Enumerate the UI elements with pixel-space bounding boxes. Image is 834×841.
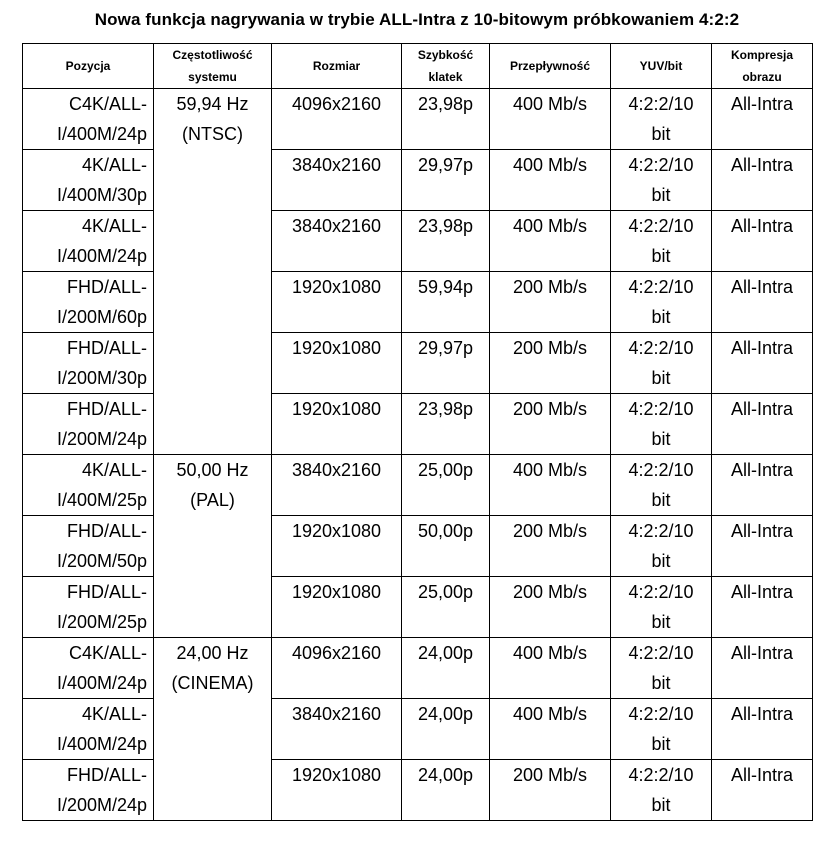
header-frequency: Częstotliwość systemu (154, 44, 272, 89)
size-cell-text: 3840x2160 (291, 460, 382, 480)
fps-cell-text: 23,98p (417, 399, 474, 419)
fps-cell-text: 29,97p (417, 155, 474, 175)
bitrate-cell-text: 400 Mb/s (512, 216, 588, 236)
position-line-1: FHD/ALL- (66, 521, 147, 541)
compression-text: All-Intra (730, 582, 793, 602)
compression-text: All-Intra (730, 521, 793, 541)
table-row (23, 455, 813, 516)
bitrate-cell-text: 400 Mb/s (512, 704, 588, 724)
yuv-line-2: bit (651, 490, 671, 510)
fps-cell (402, 89, 490, 150)
fps-cell-text: 50,00p (417, 521, 474, 541)
position-cell (23, 699, 154, 760)
table-row (23, 638, 813, 699)
header-yuv: YUV/bit (611, 44, 712, 89)
position-cell (23, 272, 154, 333)
compression-cell (712, 638, 813, 699)
fps-cell-text: 59,94p (417, 277, 474, 297)
position-line-1: FHD/ALL- (66, 399, 147, 419)
position-line-2: I/400M/24p (56, 734, 147, 754)
yuv-line-2: bit (651, 124, 671, 144)
compression-text: All-Intra (730, 643, 793, 663)
frequency-value: 59,94 Hz (176, 94, 249, 114)
size-cell-text: 4096x2160 (291, 94, 382, 114)
header-compression: Kompresja obrazu (712, 44, 813, 89)
yuv-cell (611, 333, 712, 394)
bitrate-cell (490, 455, 611, 516)
frequency-value: 24,00 Hz (176, 643, 249, 663)
compression-cell (712, 394, 813, 455)
yuv-line-2: bit (651, 734, 671, 754)
position-cell (23, 150, 154, 211)
yuv-cell (611, 89, 712, 150)
bitrate-cell-text: 400 Mb/s (512, 460, 588, 480)
fps-cell (402, 516, 490, 577)
bitrate-cell-text: 200 Mb/s (512, 277, 588, 297)
yuv-line-1: 4:2:2/10 (628, 704, 694, 724)
compression-text: All-Intra (730, 460, 793, 480)
table-row (23, 394, 813, 455)
bitrate-cell-text: 200 Mb/s (512, 521, 588, 541)
frequency-standard: (PAL) (190, 490, 235, 510)
yuv-line-2: bit (651, 368, 671, 388)
table-row (23, 333, 813, 394)
yuv-line-1: 4:2:2/10 (628, 338, 694, 358)
bitrate-cell (490, 89, 611, 150)
size-cell (272, 394, 402, 455)
yuv-line-1: 4:2:2/10 (628, 643, 694, 663)
compression-text: All-Intra (730, 155, 793, 175)
frequency-cell (154, 455, 272, 638)
compression-cell (712, 211, 813, 272)
yuv-cell (611, 699, 712, 760)
position-line-1: 4K/ALL- (81, 216, 147, 236)
yuv-line-1: 4:2:2/10 (628, 94, 694, 114)
yuv-cell (611, 394, 712, 455)
position-line-2: I/200M/50p (56, 551, 147, 571)
compression-cell (712, 455, 813, 516)
yuv-line-1: 4:2:2/10 (628, 277, 694, 297)
fps-cell (402, 699, 490, 760)
yuv-cell (611, 577, 712, 638)
position-line-2: I/200M/30p (56, 368, 147, 388)
yuv-line-2: bit (651, 307, 671, 327)
compression-text: All-Intra (730, 704, 793, 724)
position-line-2: I/200M/25p (56, 612, 147, 632)
position-line-1: C4K/ALL- (68, 643, 147, 663)
yuv-line-2: bit (651, 246, 671, 266)
position-line-2: I/200M/24p (56, 429, 147, 449)
position-cell (23, 333, 154, 394)
position-cell (23, 455, 154, 516)
bitrate-cell-text: 200 Mb/s (512, 338, 588, 358)
position-cell (23, 516, 154, 577)
size-cell (272, 272, 402, 333)
table-body (23, 89, 813, 821)
compression-text: All-Intra (730, 94, 793, 114)
table-row (23, 760, 813, 821)
yuv-line-1: 4:2:2/10 (628, 155, 694, 175)
frequency-value: 50,00 Hz (176, 460, 249, 480)
yuv-line-1: 4:2:2/10 (628, 765, 694, 785)
fps-cell-text: 24,00p (417, 704, 474, 724)
fps-cell-text: 23,98p (417, 94, 474, 114)
size-cell-text: 1920x1080 (291, 521, 382, 541)
yuv-line-2: bit (651, 612, 671, 632)
bitrate-cell (490, 272, 611, 333)
fps-cell (402, 333, 490, 394)
bitrate-cell (490, 760, 611, 821)
position-cell (23, 394, 154, 455)
position-line-2: I/400M/24p (56, 246, 147, 266)
compression-cell (712, 150, 813, 211)
size-cell (272, 455, 402, 516)
fps-cell-text: 25,00p (417, 460, 474, 480)
compression-text: All-Intra (730, 338, 793, 358)
fps-cell (402, 394, 490, 455)
frequency-standard: (NTSC) (182, 124, 243, 144)
position-cell (23, 211, 154, 272)
header-bitrate: Przepływność (490, 44, 611, 89)
bitrate-cell-text: 400 Mb/s (512, 155, 588, 175)
compression-text: All-Intra (730, 216, 793, 236)
yuv-line-1: 4:2:2/10 (628, 460, 694, 480)
yuv-cell (611, 455, 712, 516)
size-cell-text: 4096x2160 (291, 643, 382, 663)
table-row (23, 577, 813, 638)
position-line-1: FHD/ALL- (66, 338, 147, 358)
fps-cell (402, 272, 490, 333)
compression-cell (712, 760, 813, 821)
fps-cell-text: 25,00p (417, 582, 474, 602)
fps-cell-text: 24,00p (417, 643, 474, 663)
compression-cell (712, 516, 813, 577)
bitrate-cell (490, 516, 611, 577)
bitrate-cell-text: 200 Mb/s (512, 399, 588, 419)
position-line-1: FHD/ALL- (66, 277, 147, 297)
size-cell (272, 699, 402, 760)
yuv-cell (611, 638, 712, 699)
bitrate-cell-text: 400 Mb/s (512, 94, 588, 114)
fps-cell-text: 23,98p (417, 216, 474, 236)
position-line-2: I/400M/24p (56, 673, 147, 693)
position-line-1: 4K/ALL- (81, 704, 147, 724)
header-row (23, 44, 813, 89)
size-cell (272, 577, 402, 638)
size-cell-text: 1920x1080 (291, 399, 382, 419)
size-cell-text: 3840x2160 (291, 216, 382, 236)
fps-cell (402, 455, 490, 516)
fps-cell-text: 29,97p (417, 338, 474, 358)
compression-cell (712, 699, 813, 760)
size-cell-text: 3840x2160 (291, 155, 382, 175)
size-cell-text: 1920x1080 (291, 277, 382, 297)
yuv-cell (611, 760, 712, 821)
compression-cell (712, 89, 813, 150)
position-line-2: I/400M/30p (56, 185, 147, 205)
size-cell (272, 760, 402, 821)
yuv-cell (611, 516, 712, 577)
compression-cell (712, 333, 813, 394)
bitrate-cell (490, 394, 611, 455)
table-row (23, 699, 813, 760)
table-row (23, 150, 813, 211)
yuv-line-2: bit (651, 551, 671, 571)
header-position: Pozycja (23, 44, 154, 89)
position-line-1: C4K/ALL- (68, 94, 147, 114)
spec-table (22, 43, 813, 821)
frequency-cell (154, 638, 272, 821)
position-line-1: 4K/ALL- (81, 155, 147, 175)
size-cell-text: 1920x1080 (291, 338, 382, 358)
bitrate-cell (490, 333, 611, 394)
yuv-line-1: 4:2:2/10 (628, 582, 694, 602)
size-cell (272, 638, 402, 699)
fps-cell (402, 211, 490, 272)
bitrate-cell (490, 699, 611, 760)
position-line-2: I/200M/60p (56, 307, 147, 327)
table-row (23, 211, 813, 272)
bitrate-cell-text: 400 Mb/s (512, 643, 588, 663)
compression-text: All-Intra (730, 399, 793, 419)
position-line-1: FHD/ALL- (66, 582, 147, 602)
position-line-2: I/400M/25p (56, 490, 147, 510)
table-row (23, 516, 813, 577)
fps-cell (402, 150, 490, 211)
position-cell (23, 760, 154, 821)
table-row (23, 272, 813, 333)
position-line-1: FHD/ALL- (66, 765, 147, 785)
frequency-cell (154, 89, 272, 455)
position-line-2: I/200M/24p (56, 795, 147, 815)
size-cell (272, 211, 402, 272)
yuv-cell (611, 150, 712, 211)
bitrate-cell (490, 577, 611, 638)
bitrate-cell-text: 200 Mb/s (512, 765, 588, 785)
compression-cell (712, 577, 813, 638)
header-size: Rozmiar (272, 44, 402, 89)
yuv-cell (611, 272, 712, 333)
position-cell (23, 89, 154, 150)
size-cell-text: 1920x1080 (291, 765, 382, 785)
yuv-line-1: 4:2:2/10 (628, 216, 694, 236)
yuv-line-1: 4:2:2/10 (628, 521, 694, 541)
size-cell-text: 3840x2160 (291, 704, 382, 724)
yuv-line-2: bit (651, 673, 671, 693)
size-cell-text: 1920x1080 (291, 582, 382, 602)
yuv-line-2: bit (651, 429, 671, 449)
position-line-1: 4K/ALL- (81, 460, 147, 480)
size-cell (272, 516, 402, 577)
bitrate-cell (490, 211, 611, 272)
compression-text: All-Intra (730, 765, 793, 785)
yuv-line-2: bit (651, 795, 671, 815)
bitrate-cell (490, 638, 611, 699)
table-row (23, 89, 813, 150)
compression-cell (712, 272, 813, 333)
position-cell (23, 577, 154, 638)
fps-cell-text: 24,00p (417, 765, 474, 785)
size-cell (272, 150, 402, 211)
fps-cell (402, 577, 490, 638)
page-title: Nowa funkcja nagrywania w trybie ALL-Intra z 10-bitowym próbkowaniem 4:2:2 (94, 10, 740, 29)
fps-cell (402, 638, 490, 699)
size-cell (272, 333, 402, 394)
yuv-cell (611, 211, 712, 272)
bitrate-cell-text: 200 Mb/s (512, 582, 588, 602)
compression-text: All-Intra (730, 277, 793, 297)
yuv-line-2: bit (651, 185, 671, 205)
fps-cell (402, 760, 490, 821)
header-fps: Szybkość klatek (402, 44, 490, 89)
yuv-line-1: 4:2:2/10 (628, 399, 694, 419)
frequency-standard: (CINEMA) (171, 673, 254, 693)
bitrate-cell (490, 150, 611, 211)
position-line-2: I/400M/24p (56, 124, 147, 144)
position-cell (23, 638, 154, 699)
size-cell (272, 89, 402, 150)
